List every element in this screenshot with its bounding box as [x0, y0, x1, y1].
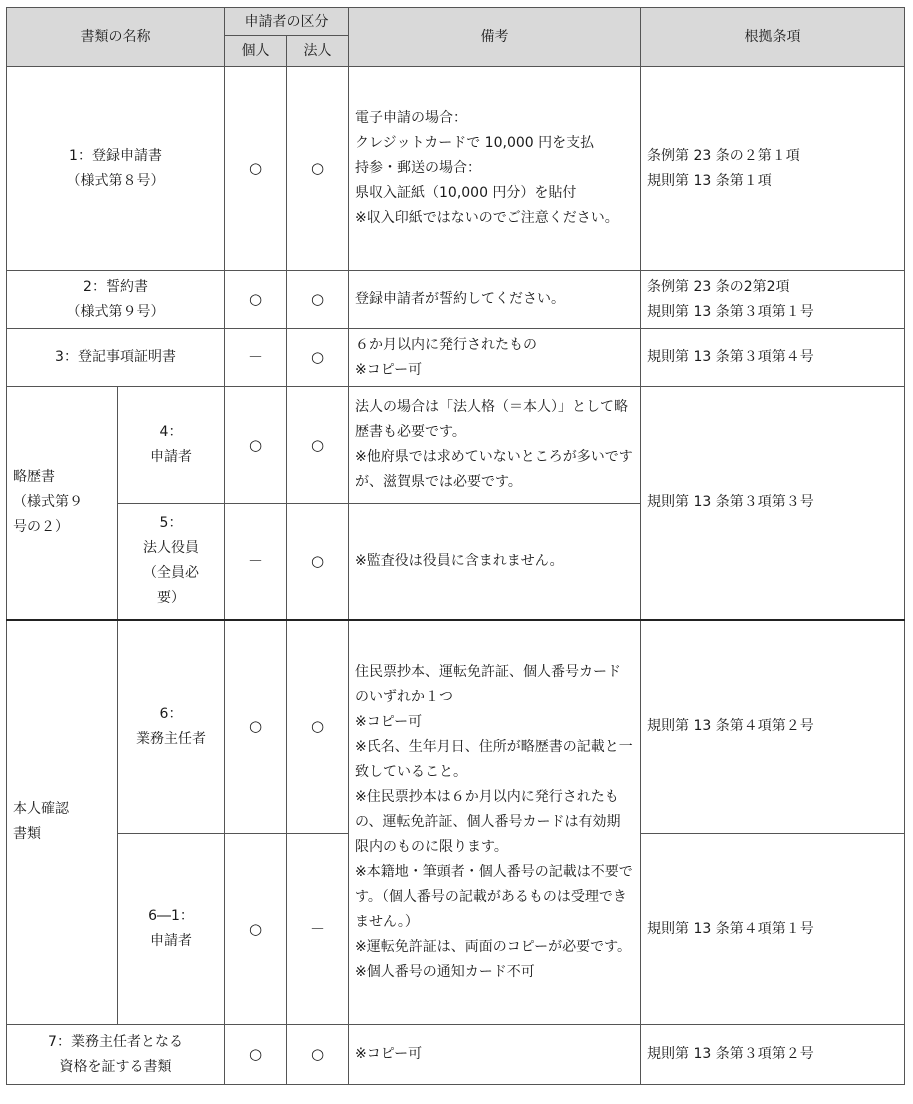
individual-mark: －: [225, 504, 287, 620]
required-documents-table: [6, 7, 905, 1085]
header-basis: 根拠条項: [641, 8, 905, 67]
header-applicant-type: 申請者の区分: [225, 8, 349, 36]
basis-cell: 規則第 13 条第３項第２号: [641, 1025, 905, 1085]
individual-mark: ○: [225, 620, 287, 834]
doc-name-cell: 1：登録申請書 （様式第８号）: [7, 67, 225, 271]
header-doc-name: 書類の名称: [7, 8, 225, 67]
corporation-mark: ○: [287, 1025, 349, 1085]
individual-mark: ○: [225, 271, 287, 329]
table-row: [7, 329, 905, 387]
corporation-mark: －: [287, 834, 349, 1025]
remarks-cell: 登録申請者が誓約してください。: [349, 271, 641, 329]
corporation-mark: ○: [287, 504, 349, 620]
basis-cell: 規則第 13 条第４項第２号: [641, 620, 905, 834]
doc-name-cell: 7：業務主任者となる 資格を証する書類: [7, 1025, 225, 1085]
individual-mark: ○: [225, 67, 287, 271]
basis-cell: 規則第 13 条第３項第４号: [641, 329, 905, 387]
corporation-mark: ○: [287, 387, 349, 504]
corporation-mark: ○: [287, 271, 349, 329]
doc-name-cell: 5： 法人役員 （全員必 要）: [118, 504, 225, 620]
corporation-mark: ○: [287, 329, 349, 387]
doc-name-cell: 6―1： 申請者: [118, 834, 225, 1025]
resume-group-cell: 略歴書 （様式第９ 号の２）: [7, 387, 118, 620]
header-individual: 個人: [225, 36, 287, 67]
basis-cell: 条例第 23 条の2第2項 規則第 13 条第３項第１号: [641, 271, 905, 329]
basis-cell: 規則第 13 条第３項第３号: [641, 387, 905, 620]
header-remarks: 備考: [349, 8, 641, 67]
table-row: [7, 620, 905, 834]
individual-mark: ○: [225, 1025, 287, 1085]
corporation-mark: ○: [287, 67, 349, 271]
doc-name-cell: 2：誓約書 （様式第９号）: [7, 271, 225, 329]
table-row: [7, 67, 905, 271]
individual-mark: ○: [225, 834, 287, 1025]
remarks-cell: ※コピー可: [349, 1025, 641, 1085]
table-row: [7, 1025, 905, 1085]
remarks-cell: 電子申請の場合： クレジットカードで 10,000 円を支払 持参・郵送の場合： 県収入証紙（10,000 円分）を貼付 ※収入印紙ではないのでご注意ください。: [349, 67, 641, 271]
remarks-cell: 法人の場合は「法人格（＝本人）」として略歴書も必要です。 ※他府県では求めていないところが多いですが、滋賀県では必要です。: [349, 387, 641, 504]
id-group-cell: 本人確認 書類: [7, 620, 118, 1025]
individual-mark: －: [225, 329, 287, 387]
basis-cell: 条例第 23 条の２第１項 規則第 13 条第１項: [641, 67, 905, 271]
remarks-cell: ６か月以内に発行されたもの ※コピー可: [349, 329, 641, 387]
remarks-cell: 住民票抄本、運転免許証、個人番号カードのいずれか１つ ※コピー可 ※氏名、生年月日、住所が略歴書の記載と一致していること。 ※住民票抄本は６か月以内に発行されたもの、運転免許証、個人番号カードは有効期限内のものに限ります。 ※本籍地・筆頭者・個人番号の記載は不要です。（個人番号の記載があるものは受理できません。） ※運転免許証は、両面のコピーが必要です。 ※個人番号の通知カード不可: [349, 620, 641, 1025]
remarks-cell: ※監査役は役員に含まれません。: [349, 504, 641, 620]
table-row: [7, 271, 905, 329]
corporation-mark: ○: [287, 620, 349, 834]
table-row: [7, 387, 905, 504]
doc-name-cell: 4： 申請者: [118, 387, 225, 504]
doc-name-cell: 6： 業務主任者: [118, 620, 225, 834]
individual-mark: ○: [225, 387, 287, 504]
header-corporation: 法人: [287, 36, 349, 67]
basis-cell: 規則第 13 条第４項第１号: [641, 834, 905, 1025]
doc-name-cell: 3：登記事項証明書: [7, 329, 225, 387]
